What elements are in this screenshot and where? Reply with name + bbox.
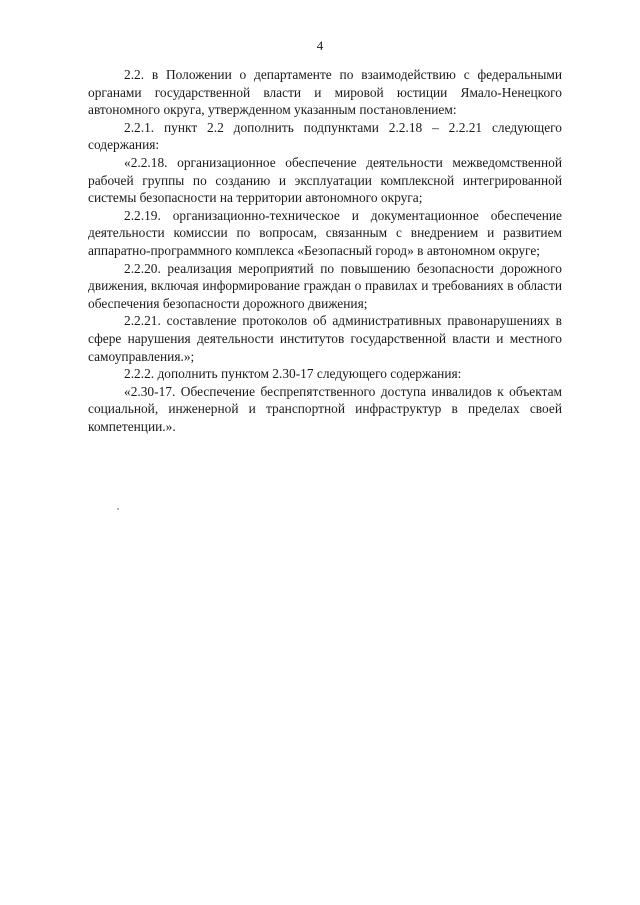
paragraph-2-2-1: 2.2.1. пункт 2.2 дополнить подпунктами 2.2.18 – 2.2.21 следующего содержания: bbox=[88, 119, 562, 153]
paragraph-2-2-20: 2.2.20. реализация мероприятий по повышению безопасности дорожного движения, включая информирование граждан о правилах и требованиях в области обеспечения безопасности дорожного движения; bbox=[88, 260, 562, 311]
paragraph-2-2-2: 2.2.2. дополнить пунктом 2.30-17 следующего содержания: bbox=[124, 366, 462, 382]
paragraph-2-2-21: 2.2.21. составление протоколов об административных правонарушениях в сфере нарушения деятельности институтов государственной власти и местного самоуправления.»; bbox=[88, 313, 562, 364]
paragraph-2-2-19: 2.2.19. организационно-техническое и документационное обеспечение деятельности комиссии по вопросам, связанным с внедрением и развитием аппаратно-программного комплекса «Безопасный город» в автономном округе; bbox=[88, 207, 562, 258]
page-number: 4 bbox=[316, 38, 324, 53]
paragraph-2-2: 2.2. в Положении о департаменте по взаимодействию с федеральными органами государственной власти и мировой юстиции Ямало-Ненецкого автономного округа, утвержденном указанным постановлением: bbox=[88, 67, 562, 118]
paragraph-2-2-18: «2.2.18. организационное обеспечение деятельности межведомственной рабочей группы по созданию и эксплуатации комплексной интегрированной системы безопасности на территории автономного округа; bbox=[88, 154, 562, 206]
paragraph-2-30-17: «2.30-17. Обеспечение беспрепятственного доступа инвалидов к объектам социальной, инженерной и транспортной инфраструктур в пределах своей компетенции.». bbox=[88, 383, 562, 434]
document-body bbox=[88, 66, 562, 435]
scan-speck bbox=[117, 508, 119, 510]
